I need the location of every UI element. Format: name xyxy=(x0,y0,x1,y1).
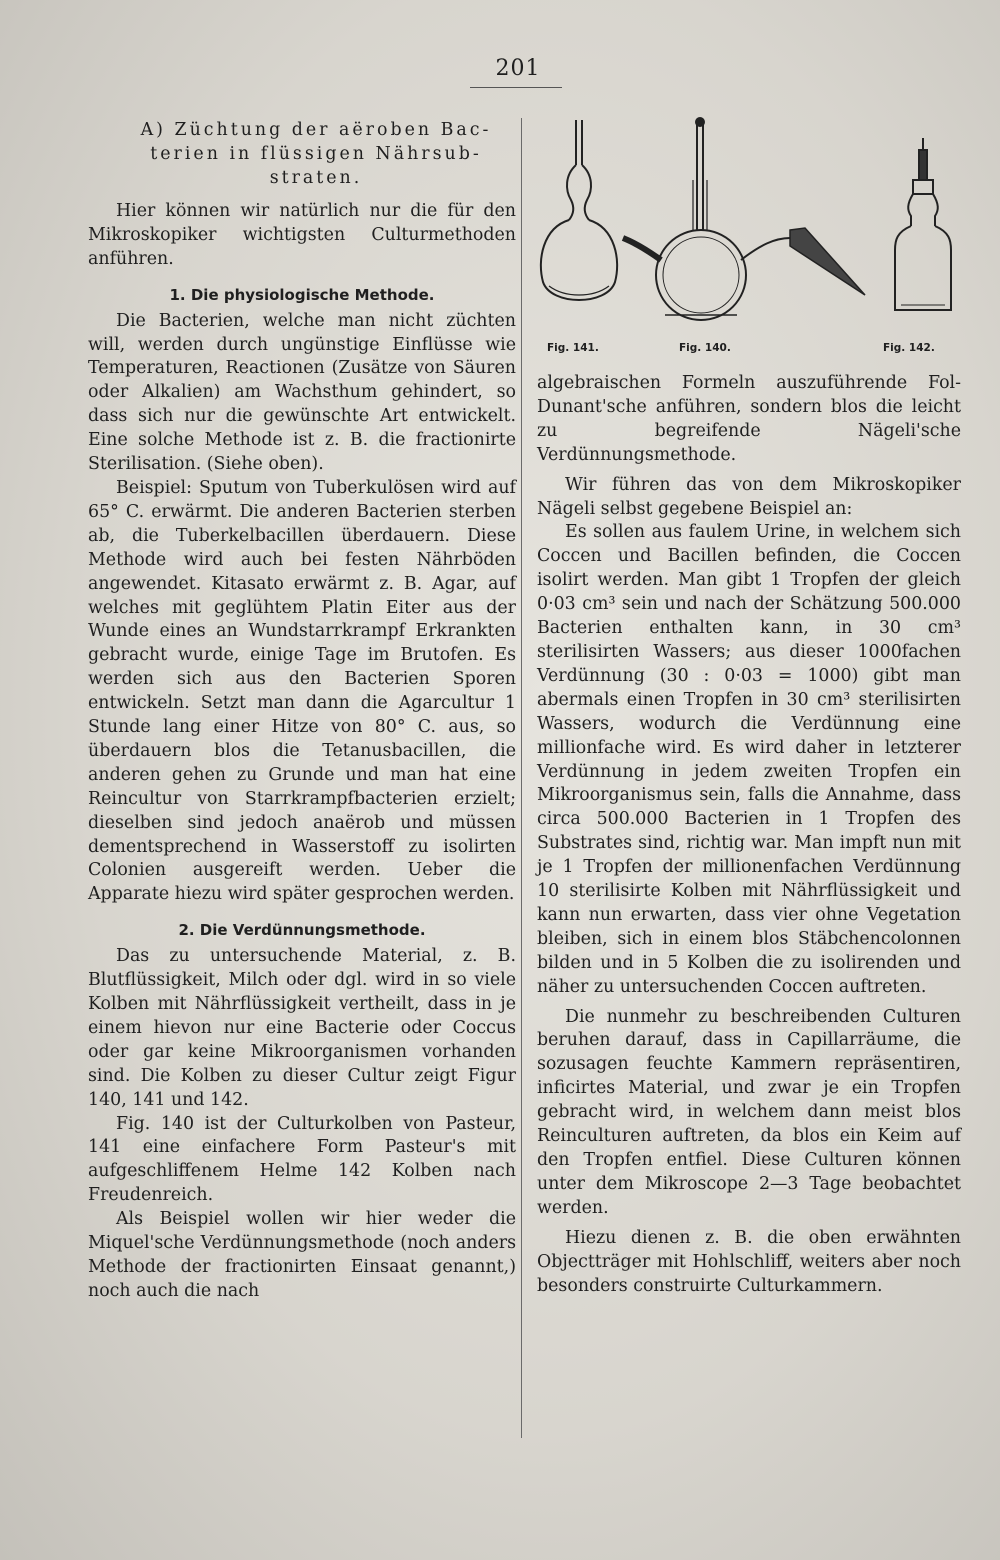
paragraph: Beispiel: Sputum von Tuberkulösen wird auf 65° C. erwärmt. Die anderen Bacterien sterben ab, die Tuberkelbacillen überdauern. Diese Methode wird auch bei festen Nährböden angewendet. Kitasato erwärmt z. B. Agar, auf welches mit geglühtem Platin Eiter aus der Wunde eines an Wundstarrkrampf Erkrankten gebracht wurde, einige Tage im Brutofen. Es werden sich aus den Bacterien Sporen entwickeln. Setzt man dann die Agarcultur 1 Stunde lang einer Hitze von 80° C. aus, so überdauern blos die Tetanusbacillen, die anderen gehen zu Grunde und man hat eine Reincultur von Starrkrampfbacterien erzielt; dieselben sind jedoch anaërob und müssen dementsprechend in Wasserstoff zu isolirten Colonien ausgereift werden. Ueber die Apparate hiezu wird später gesprochen werden. xyxy=(88,477,516,905)
heading-line: terien in flüssigen Nährsub- xyxy=(150,144,482,164)
left-column xyxy=(88,118,516,1304)
section1-title: 1. Die physiologische Methode. xyxy=(169,285,435,304)
page-number-rule xyxy=(470,87,562,88)
heading-line: straten. xyxy=(269,168,363,188)
paragraph: Fig. 140 ist der Culturkolben von Pasteur, 141 eine einfachere Form Pasteur's mit aufgeschliffenem Helme 142 Kolben nach Freudenreich. xyxy=(88,1113,516,1206)
figure-label: Fig. 141. xyxy=(547,342,599,354)
figure-label: Fig. 142. xyxy=(883,342,935,354)
paragraph: Hiezu dienen z. B. die oben erwähnten Objectträger mit Hohlschliff, weiters aber noch besonders construirte Culturkammern. xyxy=(537,1227,961,1296)
flask-fig-141 xyxy=(541,120,617,300)
flask-fig-142 xyxy=(895,138,951,310)
column-divider xyxy=(521,118,522,1438)
paragraph-continuation: algebraischen Formeln auszuführende Fol-Dunant'sche anführen, sondern blos die leicht zu begreifende Nägeli'sche Verdünnungsmethode. xyxy=(537,373,961,465)
right-column xyxy=(537,372,961,1298)
flask-illustration xyxy=(535,110,965,350)
paragraph: Die nunmehr zu beschreibenden Culturen beruhen darauf, dass in Capillarräume, die sozusagen feuchte Kammern repräsentiren, inficirtes Material, und zwar je ein Tropfen gebracht wird, in welchem dann meist blos Reinculturen auftreten, da blos ein Keim auf den Tropfen entfiel. Diese Culturen können unter dem Mikroscope 2—3 Tage beobachtet werden. xyxy=(537,1006,961,1218)
paragraph: Die Bacterien, welche man nicht züchten will, werden durch ungünstige Einflüsse wie Temperaturen, Reactionen (Zusätze von Säuren oder Alkalien) am Wachsthum gehindert, so dass sich nur die gewünschte Art entwickelt. Eine solche Methode ist z. B. die fractionirte Sterilisation. (Siehe oben). xyxy=(88,310,516,475)
section-heading xyxy=(88,118,516,190)
figure-group xyxy=(535,110,965,360)
paragraph: Wir führen das von dem Mikroskopiker Nägeli selbst gegebene Beispiel an: xyxy=(537,474,961,519)
flask-fig-140 xyxy=(623,118,865,320)
intro-paragraph: Hier können wir natürlich nur die für den Mikroskopiker wichtigsten Culturmethoden anführen. xyxy=(88,201,516,269)
paragraph: Es sollen aus faulem Urine, in welchem sich Coccen und Bacillen befinden, die Coccen isolirt werden. Man gibt 1 Tropfen der gleich 0·03 cm³ sein und nach der Schätzung 500.000 Bacterien enthalten kann, in 30 cm³ sterilisirten Wassers; aus dieser 1000fachen Verdünnung (30 : 0·03 = 1000) gibt man abermals einen Tropfen in 30 cm³ sterilisirten Wassers, wodurch die Verdünnung eine millionfache wird. Es wird daher in letzterer Verdünnung in jedem zweiten Tropfen ein Mikroorganismus sein, falls die Annahme, dass circa 500.000 Bacterien in 1 Tropfen des Substrates sind, richtig war. Man impft nun mit je 1 Tropfen der millionenfachen Verdünnung 10 sterilisirte Kolben mit Nährflüssigkeit und kann nun erwarten, dass vier ohne Vegetation bleiben, sich in einem blos Stäbchencolonnen bilden und in 5 Kolben die zu isolirenden und näher zu untersuchenden Coccen auftreten. xyxy=(537,522,961,997)
heading-line: A) Züchtung der aëroben Bac- xyxy=(140,120,492,140)
page-number: 201 xyxy=(495,56,541,81)
figure-label: Fig. 140. xyxy=(679,342,731,354)
paragraph: Das zu untersuchende Material, z. B. Blutflüssigkeit, Milch oder dgl. wird in so viele Kolben mit Nährflüssigkeit vertheilt, dass in je einem hievon nur eine Bacterie oder Coccus oder gar keine Mikroorganismen vorhanden sind. Die Kolben zu dieser Cultur zeigt Figur 140, 141 und 142. xyxy=(88,946,516,1110)
section2-title: 2. Die Verdünnungsmethode. xyxy=(178,921,426,940)
paragraph: Als Beispiel wollen wir hier weder die Miquel'sche Verdünnungsmethode (noch anders Methode der fractionirten Einsaat genannt,) noch auch die nach xyxy=(88,1209,516,1301)
